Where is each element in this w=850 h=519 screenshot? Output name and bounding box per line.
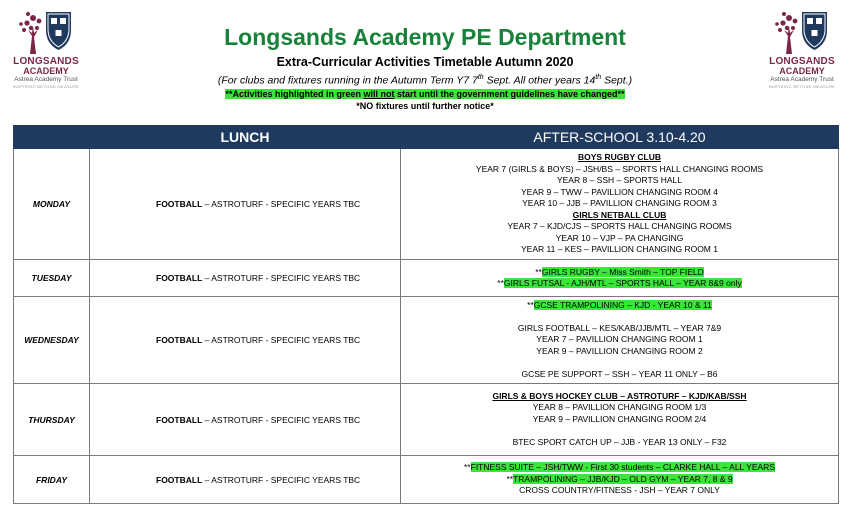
activity-line: YEAR 10 – JJB – PAVILLION CHANGING ROOM 3: [522, 198, 717, 209]
day-label: WEDNESDAY: [14, 297, 90, 384]
term-dates-note: (For clubs and fixtures running in the Autumn Term Y7 7th Sept. All other years 14th Sept.): [217, 74, 633, 87]
timetable: [13, 125, 839, 504]
logo-name-line2: ACADEMY: [779, 66, 825, 76]
page-subtitle: Extra-Curricular Activities Timetable Autumn 2020: [276, 55, 574, 69]
after-school-activities: [401, 384, 839, 456]
activity-line: YEAR 9 – PAVILLION CHANGING ROOM 2: [536, 345, 703, 356]
activity-line: YEAR 9 – PAVILLION CHANGING ROOM 2/4: [532, 413, 707, 424]
lunch-activity: FOOTBALL – ASTROTURF - SPECIFIC YEARS TBC: [90, 456, 401, 504]
table-row-tuesday: [14, 260, 839, 297]
activity-line-highlighted: **FITNESS SUITE – JSH/TWW - First 30 students – CLARKE HALL – ALL YEARS: [464, 462, 775, 473]
logo-trust: Astrea Academy Trust: [14, 76, 78, 83]
tree-crest-icon: [15, 8, 77, 56]
lunch-activity: FOOTBALL – ASTROTURF - SPECIFIC YEARS TBC: [90, 149, 401, 260]
activity-line: YEAR 11 – KES – PAVILLION CHANGING ROOM 1: [521, 244, 718, 255]
after-school-activities: [401, 297, 839, 384]
activity-line: YEAR 10 – VJP – PA CHANGING: [555, 232, 684, 243]
activity-line: GIRLS FOOTBALL – KES/KAB/JJB/MTL – YEAR 7&9: [517, 322, 722, 333]
table-row-thursday: [14, 384, 839, 456]
activity-line: YEAR 7 – KJD/CJS – SPORTS HALL CHANGING ROOMS: [507, 221, 732, 232]
activity-line-highlighted: **GIRLS RUGBY – Miss Smith – TOP FIELD: [535, 266, 704, 277]
activity-line-highlighted: **TRAMPOLINING – JJB/KJD – OLD GYM – YEAR 7, 8 & 9: [506, 473, 733, 484]
table-row-wednesday: [14, 297, 839, 384]
fixtures-note: *NO fixtures until further notice*: [356, 100, 494, 111]
logo-name-line2: ACADEMY: [23, 66, 69, 76]
activity-heading: GIRLS NETBALL CLUB: [572, 209, 667, 220]
day-label: TUESDAY: [14, 260, 90, 297]
document-header: [150, 22, 700, 113]
activity-line-highlighted: **GCSE TRAMPOLINING – KJD - YEAR 10 & 11: [527, 299, 712, 310]
day-label: MONDAY: [14, 149, 90, 260]
activity-line: GCSE PE SUPPORT – SSH – YEAR 11 ONLY – B6: [521, 368, 718, 379]
tree-crest-icon: [771, 8, 833, 56]
lunch-activity: FOOTBALL – ASTROTURF - SPECIFIC YEARS TBC: [90, 297, 401, 384]
activity-line: YEAR 9 – TWW – PAVILLION CHANGING ROOM 4: [521, 186, 718, 197]
logo-motto: INSPIRING BEYOND MEASURE: [12, 84, 80, 89]
after-school-header: AFTER-SCHOOL 3.10-4.20: [401, 126, 839, 149]
school-logo-right: [762, 8, 842, 89]
covid-note: **Activities highlighted in green will not start until the government guidelines have changed**: [225, 88, 625, 99]
after-school-activities: [401, 149, 839, 260]
table-header-row: [14, 126, 839, 149]
activity-line: YEAR 7 – PAVILLION CHANGING ROOM 1: [536, 334, 703, 345]
activity-line: YEAR 8 – PAVILLION CHANGING ROOM 1/3: [532, 402, 707, 413]
day-label: FRIDAY: [14, 456, 90, 504]
activity-line-highlighted: **GIRLS FUTSAL - AJH/MTL – SPORTS HALL – YEAR 8&9 only: [497, 278, 742, 288]
lunch-activity: FOOTBALL – ASTROTURF - SPECIFIC YEARS TBC: [90, 384, 401, 456]
activity-heading: BOYS RUGBY CLUB: [578, 152, 661, 163]
table-row-monday: [14, 149, 839, 260]
page-title: Longsands Academy PE Department: [224, 24, 626, 50]
lunch-header: LUNCH: [90, 126, 401, 149]
logo-name-line1: LONGSANDS: [13, 56, 79, 67]
after-school-activities: [401, 260, 839, 297]
activity-heading: GIRLS & BOYS HOCKEY CLUB – ASTROTURF – KJD/KAB/SSH: [492, 390, 747, 401]
day-label: THURSDAY: [14, 384, 90, 456]
activity-line: CROSS COUNTRY/FITNESS - JSH – YEAR 7 ONLY: [519, 485, 720, 496]
logo-motto: INSPIRING BEYOND MEASURE: [768, 84, 836, 89]
activity-line: BTEC SPORT CATCH UP – JJB - YEAR 13 ONLY – F32: [512, 436, 727, 447]
logo-name-line1: LONGSANDS: [769, 56, 835, 67]
table-row-friday: [14, 456, 839, 504]
after-school-activities: [401, 456, 839, 504]
logo-trust: Astrea Academy Trust: [770, 76, 834, 83]
corner-header: [14, 126, 90, 149]
activity-line: YEAR 7 (GIRLS & BOYS) – JSH/BS – SPORTS HALL CHANGING ROOMS: [475, 163, 764, 174]
school-logo-left: [6, 8, 86, 89]
lunch-activity: FOOTBALL – ASTROTURF - SPECIFIC YEARS TBC: [90, 260, 401, 297]
activity-line: YEAR 8 – SSH – SPORTS HALL: [556, 175, 683, 186]
